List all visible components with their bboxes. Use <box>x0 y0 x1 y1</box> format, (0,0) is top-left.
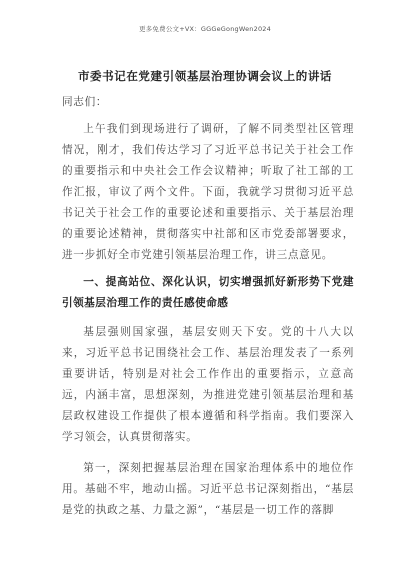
header-note: 更多免费公文+VX：GGGeGongWen2024 <box>139 25 271 33</box>
body-paragraph: 上午我们到现场进行了调研，了解不同类型社区管理情况，刚才，我们传达学习了习近平总书记关于社会工作的重要指示和中央社会工作会议精神；听取了社工部的工作汇报，审议了两个文件。下面，我就学习贯彻习近平总书记关于社会工作的重要论述和重要指示、关于基层治理的重要论述精神，贯彻落实中社部和区市党委部署要求，进一步抓好全市党建引领基层治理工作，讲三点意见。 <box>62 123 354 261</box>
body-paragraph: 第一，深刻把握基层治理在国家治理体系中的地位作用。基础不牢，地动山摇。习近平总书记深刻指出，“基层是党的执政之基、力量之源”，“基层是一切工作的落脚 <box>62 462 354 516</box>
body-paragraph: 基层强则国家强，基层安则天下安。党的十八大以来，习近平总书记围绕社会工作、基层治理发表了一系列重要讲话，特别是对社会工作作出的重要指示，立意高远，内涵丰富，思想深刻，为推进党建引领基层治理和基层政权建设工作提供了根本遵循和科学指南。我们要深入学习领会，认真贯彻落实。 <box>62 326 354 443</box>
document-body <box>62 92 354 521</box>
section-heading: 一、提高站位、深化认识，切实增强抓好新形势下党建引领基层治理工作的责任感使命感 <box>62 276 354 309</box>
salutation: 同志们： <box>62 96 108 108</box>
document-title: 市委书记在党建引领基层治理协调会议上的讲话 <box>77 69 333 83</box>
